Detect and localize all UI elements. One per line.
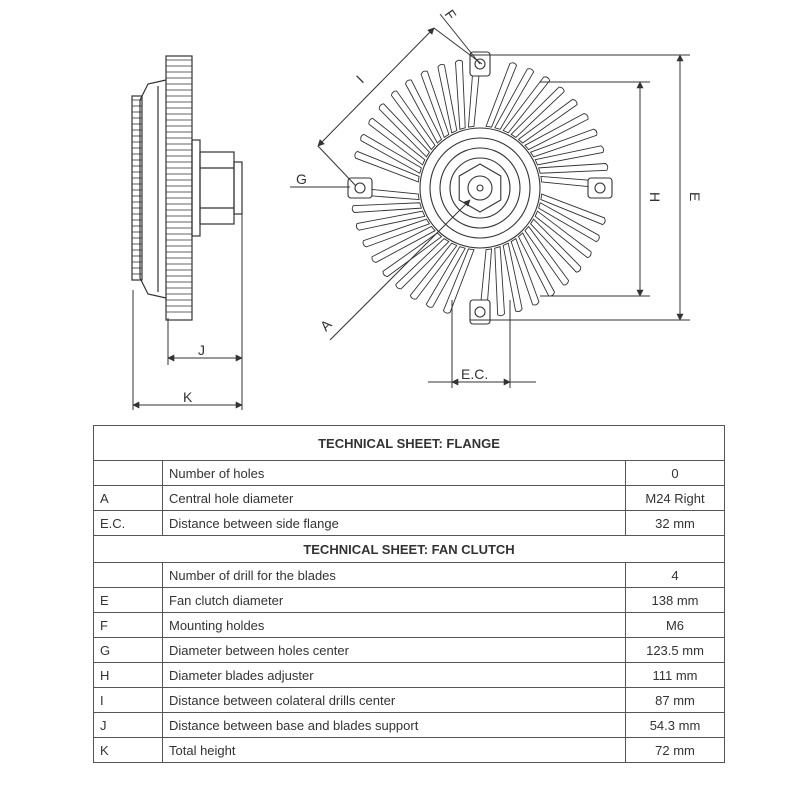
table-row: [94, 563, 725, 588]
dimension-lines: [133, 14, 690, 410]
table-row: [94, 613, 725, 638]
row-description: Number of drill for the blades: [163, 563, 626, 588]
row-description: Total height: [163, 738, 626, 763]
table-row: [94, 638, 725, 663]
row-code: F: [94, 613, 163, 638]
section-title: TECHNICAL SHEET: FLANGE: [94, 426, 725, 461]
technical-sheet-table: [93, 425, 725, 763]
table-row: [94, 663, 725, 688]
table-row: [94, 588, 725, 613]
dim-label-j: J: [198, 342, 205, 358]
row-value: 111 mm: [626, 663, 725, 688]
row-description: Central hole diameter: [163, 486, 626, 511]
row-code: K: [94, 738, 163, 763]
dim-label-i: I: [352, 72, 367, 87]
row-description: Diameter blades adjuster: [163, 663, 626, 688]
row-description: Mounting holdes: [163, 613, 626, 638]
row-code: I: [94, 688, 163, 713]
section-title: TECHNICAL SHEET: FAN CLUTCH: [94, 536, 725, 563]
table-row: [94, 713, 725, 738]
row-value: 123.5 mm: [626, 638, 725, 663]
table-row: [94, 688, 725, 713]
row-value: M6: [626, 613, 725, 638]
dim-label-h: H: [647, 192, 663, 203]
row-description: Distance between colateral drills center: [163, 688, 626, 713]
row-description: Distance between side flange: [163, 511, 626, 536]
dim-label-ec: E.C.: [461, 366, 489, 382]
row-code: G: [94, 638, 163, 663]
row-value: 0: [626, 461, 725, 486]
section-header-fan-clutch: [94, 536, 725, 563]
row-value: 32 mm: [626, 511, 725, 536]
row-value: 54.3 mm: [626, 713, 725, 738]
dim-label-g: G: [296, 171, 307, 187]
row-code: H: [94, 663, 163, 688]
row-description: Fan clutch diameter: [163, 588, 626, 613]
row-code: [94, 461, 163, 486]
row-code: E.C.: [94, 511, 163, 536]
row-description: Diameter between holes center: [163, 638, 626, 663]
row-description: Number of holes: [163, 461, 626, 486]
row-code: E: [94, 588, 163, 613]
row-value: 87 mm: [626, 688, 725, 713]
table-row: [94, 511, 725, 536]
side-view-drawing: [132, 56, 242, 320]
row-code: [94, 563, 163, 588]
table-row: [94, 461, 725, 486]
dim-label-a: A: [316, 316, 335, 335]
row-code: A: [94, 486, 163, 511]
row-value: M24 Right: [626, 486, 725, 511]
dim-label-k: K: [183, 389, 193, 405]
front-view-drawing: [348, 52, 612, 324]
row-value: 138 mm: [626, 588, 725, 613]
row-value: 72 mm: [626, 738, 725, 763]
row-description: Distance between base and blades support: [163, 713, 626, 738]
table-row: [94, 738, 725, 763]
dim-label-e: E: [687, 192, 703, 202]
section-header-flange: [94, 426, 725, 461]
dim-label-f: F: [441, 6, 460, 23]
row-code: J: [94, 713, 163, 738]
table-row: [94, 486, 725, 511]
row-value: 4: [626, 563, 725, 588]
